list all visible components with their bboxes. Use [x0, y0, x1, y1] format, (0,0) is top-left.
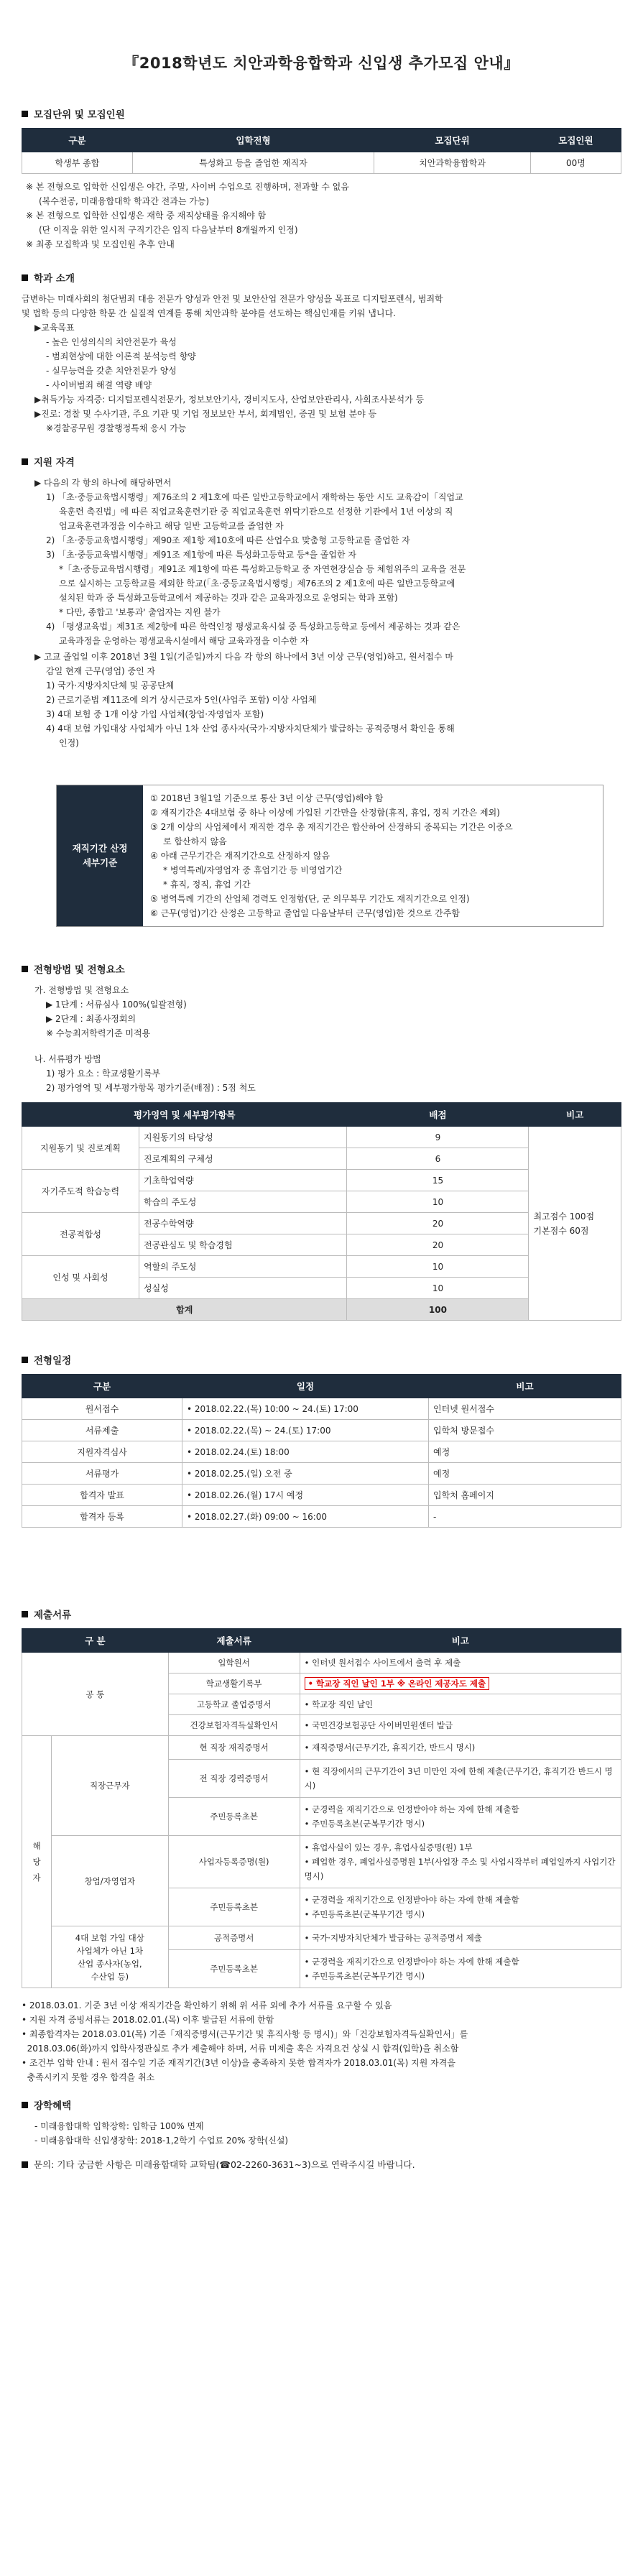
text-line: ▶교육목표	[34, 323, 75, 333]
text-line: 2) 평가영역 및 세부평가항목 평가기준(배점) : 5점 척도	[46, 1083, 256, 1093]
document-remark: • 군경력을 재직기간으로 인정받아야 하는 자에 한해 제출함 • 주민등록초본(군복무기간 명시)	[300, 1950, 621, 1988]
section-heading: 지원 자격	[22, 454, 621, 468]
text-line: - 실무능력을 갖춘 치안전문가 양성	[46, 366, 177, 376]
table-cell: 00명	[530, 152, 621, 174]
text-line: 급변하는 미래사회의 첨단범죄 대응 전문가 양성과 안전 및 보안산업 전문가 양성을 목표로 디지털포렌식, 범죄학	[22, 294, 443, 304]
note-line: ※ 본 전형으로 입학한 신입생은 재학 중 재직상태를 유지해야 함	[26, 211, 267, 221]
recruitment-table	[22, 128, 621, 174]
square-bullet-icon	[22, 458, 28, 465]
section-heading: 전형방법 및 전형요소	[22, 961, 621, 976]
eval-item: 학습의 주도성	[139, 1191, 347, 1213]
note-line: (복수전공, 미래융합대학 학과간 전과는 가능)	[39, 196, 210, 206]
document-name: 사업자등록증명(원)	[168, 1836, 300, 1888]
text-line: - 미래융합대학 신입생장학: 2018-1,2학기 수업료 20% 장학(신설)	[34, 2136, 289, 2146]
column-header: 일정	[182, 1375, 429, 1398]
document-name: 건강보험자격득실확인서	[168, 1715, 300, 1736]
text-line: 감일 현재 근무(영업) 중인 자	[46, 666, 156, 676]
total-value: 100	[347, 1299, 529, 1321]
text-line: 3) 4대 보험 중 1개 이상 가입 사업체(창업·자영업자 포함)	[46, 709, 264, 719]
square-bullet-icon	[22, 274, 28, 281]
table-cell: 서류평가	[22, 1463, 182, 1485]
document-remark: • 현 직장에서의 근무기간이 3년 미만인 자에 한해 제출(근무기간, 휴직기간 반드시 명시)	[300, 1760, 621, 1798]
table-row	[22, 1485, 621, 1506]
note-line: • 최종합격자는 2018.03.01(목) 기준「재직증명서(근무기간 및 휴직사항 등 명시)」와「건강보험자격득실확인서」를	[22, 2029, 468, 2039]
text-line: 1) 「초·중등교육법시행령」제76조의 2 제1호에 따른 일반고등학교에서 재학하는 동안 시도 교육감이「직업교	[46, 492, 463, 502]
note-line: ※ 최종 모집학과 및 모집인원 추후 안내	[26, 239, 175, 249]
table-row	[22, 1127, 621, 1148]
square-bullet-icon	[22, 966, 28, 972]
document-name: 주민등록초본	[168, 1888, 300, 1926]
section-selection-method	[22, 961, 621, 1321]
text-line: *「초·중등교육법시행령」제91조 제1항에 따른 특성화고등학교 중 자연현장실습 등 체험위주의 교육을 전문	[59, 564, 466, 574]
column-header: 비고	[529, 1103, 621, 1127]
table-cell: 특성화고 등을 졸업한 재직자	[132, 152, 374, 174]
box-line: * 휴직, 정직, 휴업 기간	[163, 880, 251, 890]
text-line: 육훈련 촉진법」에 따른 직업교육훈련기관 중 직업교육훈련 위탁기관으로 선정한 기관에서 1년 이상의 직	[59, 507, 453, 517]
section-department-intro	[22, 270, 621, 435]
applicant-type: 창업/자영업자	[52, 1836, 169, 1926]
page-title: 『2018학년도 치안과학융합학과 신입생 추가모집 안내』	[124, 55, 519, 72]
column-header: 모집인원	[530, 129, 621, 152]
note-line: 충족시키지 못할 경우 합격을 취소	[22, 2072, 155, 2082]
eval-item: 진로계획의 구체성	[139, 1148, 347, 1170]
text-line: 설치된 학과 중 특성화고등학교에서 제공하는 것과 같은 교육과정으로 운영되는 학과 포함)	[59, 593, 398, 603]
eval-score: 20	[347, 1234, 529, 1256]
column-header: 모집단위	[374, 129, 531, 152]
document-name: 전 직장 경력증명서	[168, 1760, 300, 1798]
table-row	[22, 1736, 621, 1760]
box-line: ③ 2개 이상의 사업체에서 재직한 경우 총 재직기간은 합산하여 산정하되 중복되는 기간은 이중으	[150, 822, 513, 832]
text-line: - 미래융합대학 입학장학: 입학금 100% 면제	[34, 2121, 204, 2131]
eval-area: 인성 및 사회성	[22, 1256, 139, 1299]
text-line: ※ 수능최저학력기준 미적용	[46, 1028, 151, 1038]
box-line: ④ 아래 근무기간은 재직기간으로 산정하지 않음	[150, 851, 330, 861]
text-line: 4) 「평생교육법」제31조 제2항에 따른 학력인정 평생교육시설 중 특성화고등학교 등에서 제공하는 것과 같은	[46, 622, 461, 632]
text-line: ▶ 고교 졸업일 이후 2018년 3월 1일(기준일)까지 다음 각 항의 하나에서 3년 이상 근무(영업)하고, 원서접수 마	[34, 652, 453, 662]
section-eligibility	[22, 454, 621, 927]
column-header: 비고	[300, 1629, 621, 1653]
box-label: 재직기간 산정 세부기준	[57, 785, 143, 926]
table-cell: 예정	[429, 1441, 621, 1463]
eval-score: 10	[347, 1191, 529, 1213]
eval-item: 성실성	[139, 1278, 347, 1299]
text-line: ▶ 2단계 : 최종사정회의	[46, 1014, 137, 1024]
table-row	[22, 1463, 621, 1485]
eval-score: 10	[347, 1256, 529, 1278]
eval-item: 전공관심도 및 학습경험	[139, 1234, 347, 1256]
document-remark	[300, 1674, 621, 1694]
eval-score: 10	[347, 1278, 529, 1299]
square-bullet-icon	[22, 111, 28, 117]
eval-item: 전공수학역량	[139, 1213, 347, 1234]
text-line: - 범죄현상에 대한 이론적 분석능력 향양	[46, 351, 196, 361]
text-line: ※경찰공무원 경찰행정특채 응시 가능	[46, 423, 187, 433]
table-cell: • 2018.02.26.(월) 17시 예정	[182, 1485, 429, 1506]
table-row	[22, 152, 621, 174]
box-line: ⑤ 병역특례 기간의 산업체 경력도 인정함(단, 군 의무복무 기간도 재직기간으로 인정)	[150, 894, 470, 904]
text-line: 업교육훈련과정을 이수하고 해당 일반 고등학교를 졸업한 자	[59, 521, 284, 531]
document-remark: • 학교장 직인 날인	[300, 1694, 621, 1715]
table-cell: 학생부 종합	[22, 152, 133, 174]
document-remark: • 재직증명서(근무기간, 휴직기간, 반드시 명시)	[300, 1736, 621, 1760]
table-row	[22, 1506, 621, 1528]
remark-base: 기본점수 60점	[533, 1225, 589, 1236]
document-name: 주민등록초본	[168, 1798, 300, 1836]
note-line: ※ 본 전형으로 입학한 신입생은 야간, 주말, 사이버 수업으로 진행하며, 전과할 수 없음	[26, 182, 349, 192]
note-line: 2018.03.06(화)까지 입학사정관실로 추가 제출해야 하며, 서류 미제출 혹은 자격요건 상실 시 합격(입학)을 취소함	[22, 2044, 459, 2054]
note-line: • 지원 자격 증빙서류는 2018.02.01.(목) 이후 발급된 서류에 한함	[22, 2015, 274, 2025]
column-header: 구분	[22, 129, 133, 152]
schedule-table	[22, 1374, 621, 1528]
remark-max: 최고점수 100점	[533, 1211, 595, 1222]
box-line: ① 2018년 3월1일 기준으로 통산 3년 이상 근무(영업)해야 함	[150, 793, 384, 803]
table-row	[22, 1653, 621, 1674]
header-row	[22, 1103, 621, 1127]
document-name: 현 직장 재직증명서	[168, 1736, 300, 1760]
text-line: 교육과정을 운영하는 평생교육시설에서 해당 교육과정을 이수한 자	[59, 636, 309, 646]
eval-area: 전공적합성	[22, 1213, 139, 1256]
document-name: 입학원서	[168, 1653, 300, 1674]
document-remark: • 휴업사실이 있는 경우, 휴업사실증명(원) 1부 • 폐업한 경우, 폐업사실증명원 1부(사업장 주소 및 사업시작부터 폐업일까지 사업기간 명시)	[300, 1836, 621, 1888]
eval-score: 15	[347, 1170, 529, 1191]
group-label: 공 통	[22, 1653, 169, 1736]
employment-period-box	[56, 785, 603, 927]
box-line: ② 재직기간은 4대보험 중 하나 이상에 가입된 기간만을 산정함(휴직, 휴업, 정직 기간은 제외)	[150, 808, 500, 818]
section-heading: 모집단위 및 모집인원	[22, 106, 621, 121]
eval-item: 역할의 주도성	[139, 1256, 347, 1278]
header-row	[22, 1629, 621, 1653]
column-header: 비고	[429, 1375, 621, 1398]
table-cell: 합격자 등록	[22, 1506, 182, 1528]
column-header: 평가영역 및 세부평가항목	[22, 1103, 347, 1127]
column-header: 구분	[22, 1375, 182, 1398]
document-remark: • 군경력을 재직기간으로 인정받아야 하는 자에 한해 제출함 • 주민등록초본(군복무기간 명시)	[300, 1888, 621, 1926]
eval-item: 지원동기의 타당성	[139, 1127, 347, 1148]
notice-document	[22, 26, 621, 2555]
text-line: ▶진로: 경찰 및 수사기관, 주요 기관 및 기업 정보보안 부서, 회계법인, 증권 및 보험 분야 등	[34, 409, 377, 419]
text-line: 4) 4대 보험 가입대상 사업체가 아닌 1차 산업 종사자(국가·지방자치단체가 발급하는 공적증명서 확인을 통해	[46, 724, 455, 734]
section-contact	[22, 2158, 621, 2171]
square-bullet-icon	[22, 1357, 28, 1363]
document-name: 고등학교 졸업증명서	[168, 1694, 300, 1715]
table-cell: -	[429, 1506, 621, 1528]
box-line: 로 합산하지 않음	[163, 836, 227, 846]
table-row	[22, 1926, 621, 1950]
eval-area: 지원동기 및 진로계획	[22, 1127, 139, 1170]
text-line: ▶취득가능 자격증: 디지털포렌식전문가, 정보보안기사, 경비지도사, 산업보안관리사, 사회조사분석가 등	[34, 394, 425, 405]
applicant-type: 4대 보험 가입 대상 사업체가 아닌 1차 산업 종사자(농업, 수산업 등)	[52, 1926, 169, 1988]
column-header: 제출서류	[168, 1629, 300, 1653]
document-name: 공적증명서	[168, 1926, 300, 1950]
side-label: 해 당 자	[22, 1736, 52, 1988]
section-documents	[22, 1607, 621, 2085]
text-line: 나. 서류평가 방법	[34, 1054, 101, 1064]
eval-area: 자기주도적 학습능력	[22, 1170, 139, 1213]
document-name: 주민등록초본	[168, 1950, 300, 1988]
eval-score: 20	[347, 1213, 529, 1234]
document-remark: • 국가·지방자치단체가 발급하는 공적증명서 제출	[300, 1926, 621, 1950]
table-row	[22, 1420, 621, 1441]
eval-item: 기초학업역량	[139, 1170, 347, 1191]
text-line: 1) 평가 요소 : 학교생활기록부	[46, 1068, 161, 1079]
table-cell: 서류제출	[22, 1420, 182, 1441]
square-bullet-icon	[22, 1611, 28, 1617]
note-line: • 조건부 입학 안내 : 원서 접수일 기준 재직기간(3년 이상)을 충족하지 못한 합격자가 2018.03.01(목) 지원 자격을	[22, 2058, 455, 2068]
eval-score: 9	[347, 1127, 529, 1148]
table-cell: • 2018.02.27.(화) 09:00 ~ 16:00	[182, 1506, 429, 1528]
text-line: - 사이버범죄 해결 역량 배양	[46, 380, 152, 390]
section-heading: 학과 소개	[22, 270, 621, 285]
box-line: * 병역특례/자영업자 중 휴업기간 등 비영업기간	[163, 865, 343, 875]
document-remark: • 국민건강보험공단 사이버민원센터 발급	[300, 1715, 621, 1736]
text-line: ▶ 1단계 : 서류심사 100%(일괄전형)	[46, 1000, 187, 1010]
box-line: ⑥ 근무(영업)기간 산정은 고등학교 졸업일 다음날부터 근무(영업)한 것으로 간주함	[150, 908, 460, 918]
table-cell: 입학처 홈페이지	[429, 1485, 621, 1506]
table-cell: 지원자격심사	[22, 1441, 182, 1463]
documents-table	[22, 1628, 621, 1988]
text-line: 가. 전형방법 및 전형요소	[34, 985, 129, 995]
text-line: 및 법학 등의 다양한 학문 간 실질적 연계를 통해 치안과학 분야를 선도하는 핵심인재를 키워 냅니다.	[22, 308, 396, 318]
table-cell: • 2018.02.22.(목) ~ 24.(토) 17:00	[182, 1420, 429, 1441]
table-cell: 입학처 방문접수	[429, 1420, 621, 1441]
table-row	[22, 1441, 621, 1463]
section-heading: 전형일정	[22, 1352, 621, 1367]
table-cell: 예정	[429, 1463, 621, 1485]
header-row	[22, 1375, 621, 1398]
table-cell: • 2018.02.22.(목) 10:00 ~ 24.(토) 17:00	[182, 1398, 429, 1420]
document-remark: • 인터넷 원서접수 사이트에서 출력 후 제출	[300, 1653, 621, 1674]
table-cell: 원서접수	[22, 1398, 182, 1420]
highlighted-remark: • 학교장 직인 날인 1부 ※ 온라인 제공자도 제출	[305, 1677, 489, 1690]
table-cell: • 2018.02.25.(일) 오전 중	[182, 1463, 429, 1485]
eval-remark	[529, 1127, 621, 1321]
square-bullet-icon	[22, 2161, 28, 2168]
section-scholarship	[22, 2097, 621, 2148]
total-label: 합계	[22, 1299, 347, 1321]
table-cell: 인터넷 원서접수	[429, 1398, 621, 1420]
note-line: (단 이직을 위한 일시적 구직기간은 입직 다음날부터 8개월까지 인정)	[39, 225, 298, 235]
document-remark: • 군경력을 재직기간으로 인정받아야 하는 자에 한해 제출함 • 주민등록초본(군복무기간 명시)	[300, 1798, 621, 1836]
square-bullet-icon	[22, 2102, 28, 2108]
text-line: 1) 국가·지방자치단체 및 공공단체	[46, 680, 175, 691]
document-name: 학교생활기록부	[168, 1674, 300, 1694]
table-cell: 합격자 발표	[22, 1485, 182, 1506]
applicant-type: 직장근무자	[52, 1736, 169, 1836]
text-line: 2) 근로기준법 제11조에 의거 상시근로자 5인(사업주 포함) 이상 사업체	[46, 695, 317, 705]
section-heading: 장학혜택	[22, 2097, 621, 2112]
column-header: 입학전형	[132, 129, 374, 152]
section-heading: 제출서류	[22, 1607, 621, 1621]
text-line: 인정)	[59, 738, 79, 748]
eval-score: 6	[347, 1148, 529, 1170]
section-schedule	[22, 1352, 621, 1528]
table-cell: • 2018.02.24.(토) 18:00	[182, 1441, 429, 1463]
table-row	[22, 1398, 621, 1420]
table-cell: 치안과학융합학과	[374, 152, 531, 174]
column-header: 구 분	[22, 1629, 169, 1653]
column-header: 배점	[347, 1103, 529, 1127]
section-recruitment	[22, 106, 621, 251]
text-line: * 다만, 종합고 '보통과' 출업자는 지원 불가	[59, 607, 221, 617]
table-row	[22, 1836, 621, 1888]
text-line: - 높은 인성의식의 치안전문가 육성	[46, 337, 177, 347]
text-line: 으로 실시하는 고등학교를 제외한 학교(「초·중등교육법시행령」제76조의 2 제1호에 따른 일반고등학교에	[59, 578, 455, 588]
note-line: • 2018.03.01. 기준 3년 이상 재직기간을 확인하기 위해 위 서류 외에 추가 서류를 요구할 수 있음	[22, 2000, 392, 2011]
text-line: ▶ 다음의 각 항의 하나에 해당하면서	[34, 478, 172, 488]
text-line: 2) 「초·중등교육법시행령」제90조 제1항 제10호에 따른 산업수요 맞춤형 고등학교를 졸업한 자	[46, 535, 410, 545]
evaluation-table	[22, 1102, 621, 1321]
contact-line: 문의: 기타 궁금한 사항은 미래융합대학 교학팀(☎02-2260-3631~3)으로 연락주시길 바랍니다.	[22, 2158, 621, 2171]
text-line: 3) 「초·중등교육법시행령」제91조 제1항에 따른 특성화고등학교 등*을 졸업한 자	[46, 550, 356, 560]
